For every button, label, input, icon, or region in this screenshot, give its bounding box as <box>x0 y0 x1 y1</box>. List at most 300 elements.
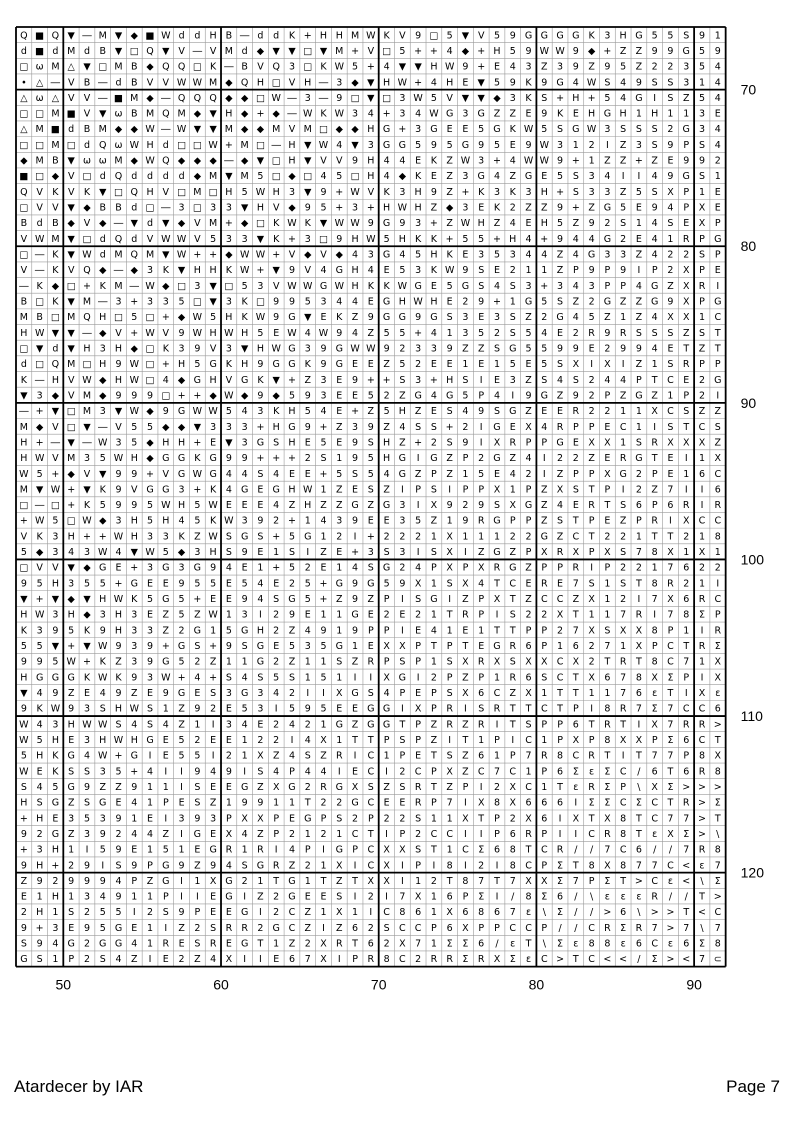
stitch-symbol: W <box>82 719 92 731</box>
stitch-symbol: 9 <box>415 312 422 324</box>
stitch-symbol: 9 <box>320 359 327 371</box>
stitch-symbol: 5 <box>194 515 201 527</box>
stitch-symbol: E <box>210 828 217 840</box>
stitch-symbol: ε <box>573 781 579 793</box>
stitch-symbol: G <box>430 594 438 606</box>
stitch-symbol: P <box>557 734 563 746</box>
stitch-symbol: 4 <box>430 625 437 637</box>
stitch-symbol: 9 <box>115 468 122 480</box>
stitch-symbol: 9 <box>604 327 611 339</box>
stitch-symbol: Z <box>430 719 438 731</box>
stitch-symbol: 8 <box>383 954 390 966</box>
stitch-symbol: 5 <box>383 578 390 590</box>
stitch-symbol: C <box>351 828 359 840</box>
stitch-symbol: 6 <box>478 750 485 762</box>
stitch-symbol: B <box>83 77 91 89</box>
stitch-symbol: K <box>131 594 138 606</box>
stitch-symbol: 7 <box>620 688 627 699</box>
stitch-symbol: Σ <box>462 954 469 966</box>
stitch-symbol: S <box>667 359 674 371</box>
stitch-symbol: S <box>430 547 437 559</box>
stitch-symbol: S <box>225 531 232 543</box>
stitch-symbol: W <box>303 108 313 120</box>
stitch-symbol: 2 <box>383 531 390 543</box>
stitch-symbol: S <box>557 124 564 136</box>
stitch-symbol: 3 <box>83 828 90 840</box>
stitch-symbol: E <box>147 609 154 621</box>
stitch-symbol: + <box>429 218 438 230</box>
stitch-symbol: 6 <box>683 734 690 746</box>
stitch-symbol: 1 <box>509 484 516 496</box>
stitch-symbol: 5 <box>36 468 43 480</box>
stitch-symbol: 8 <box>714 938 721 950</box>
stitch-symbol: G <box>445 108 454 120</box>
stitch-symbol: R <box>651 891 658 903</box>
stitch-symbol: 9 <box>478 406 485 418</box>
stitch-symbol: + <box>51 860 60 872</box>
stitch-symbol: E <box>273 578 280 590</box>
stitch-symbol: 3 <box>415 343 422 355</box>
stitch-symbol: 1 <box>446 625 453 637</box>
stitch-symbol: Z <box>194 954 201 966</box>
stitch-symbol: + <box>256 453 265 465</box>
stitch-symbol: Q <box>130 186 139 198</box>
stitch-symbol: 3 <box>52 531 59 543</box>
stitch-symbol: 4 <box>99 688 106 699</box>
stitch-symbol: > <box>713 781 722 793</box>
stitch-symbol: 5 <box>462 390 469 402</box>
stitch-symbol: K <box>273 406 280 418</box>
stitch-symbol: 3 <box>99 609 106 621</box>
stitch-symbol: 5 <box>194 578 201 590</box>
stitch-symbol: X <box>241 813 248 825</box>
stitch-symbol: 1 <box>698 77 706 89</box>
stitch-symbol: ε <box>699 860 705 872</box>
stitch-symbol: M <box>19 421 28 433</box>
stitch-symbol: 3 <box>588 186 595 198</box>
stitch-symbol: S <box>478 280 485 292</box>
stitch-symbol: B <box>131 61 138 73</box>
stitch-symbol: 1 <box>430 609 437 621</box>
stitch-symbol: 6 <box>651 766 658 778</box>
stitch-symbol: □ <box>303 171 313 183</box>
stitch-symbol: 9 <box>367 312 374 324</box>
stitch-symbol: 5 <box>478 233 485 245</box>
stitch-symbol: C <box>540 954 548 966</box>
stitch-symbol: S <box>620 547 627 559</box>
stitch-symbol: ▼ <box>99 468 107 480</box>
stitch-symbol: □ <box>319 124 329 136</box>
stitch-symbol: E <box>257 547 264 559</box>
stitch-symbol: W <box>19 468 29 480</box>
stitch-symbol: Z <box>257 891 264 903</box>
stitch-symbol: □ <box>255 92 265 104</box>
stitch-symbol: X <box>698 688 706 699</box>
stitch-symbol: Σ <box>667 672 674 684</box>
stitch-symbol: X <box>667 594 674 606</box>
stitch-symbol: V <box>367 45 375 57</box>
stitch-symbol: R <box>604 828 611 840</box>
stitch-symbol: S <box>115 860 122 872</box>
stitch-symbol: ◆ <box>51 280 60 292</box>
stitch-symbol: 2 <box>273 891 280 903</box>
stitch-symbol: S <box>620 500 627 512</box>
stitch-symbol: 3 <box>415 124 422 136</box>
stitch-symbol: P <box>415 641 421 653</box>
stitch-symbol: 3 <box>588 280 595 292</box>
stitch-symbol: C <box>714 468 722 480</box>
stitch-symbol: P <box>541 437 548 449</box>
stitch-symbol: 5 <box>667 30 674 42</box>
stitch-symbol: B <box>99 202 106 214</box>
stitch-symbol: 2 <box>683 578 690 590</box>
stitch-symbol: G <box>288 781 296 793</box>
stitch-symbol: 4 <box>115 875 122 887</box>
stitch-symbol: E <box>367 296 374 308</box>
stitch-symbol: S <box>257 468 264 480</box>
stitch-symbol: Q <box>114 171 123 183</box>
stitch-symbol: 7 <box>635 860 642 872</box>
stitch-symbol: G <box>445 390 454 402</box>
stitch-symbol: R <box>335 750 343 762</box>
stitch-symbol: Z <box>67 797 75 809</box>
stitch-symbol: 9 <box>241 594 248 606</box>
stitch-symbol: T <box>509 703 516 715</box>
stitch-symbol: 9 <box>446 500 453 512</box>
stitch-symbol: S <box>493 500 500 512</box>
stitch-symbol: V <box>304 265 311 277</box>
stitch-symbol: d <box>131 171 138 183</box>
stitch-symbol: P <box>541 625 548 637</box>
stitch-symbol: E <box>162 750 169 762</box>
stitch-symbol: 5 <box>493 30 501 42</box>
stitch-symbol: S <box>635 327 642 339</box>
stitch-symbol: d <box>273 30 280 42</box>
stitch-symbol: E <box>478 641 485 653</box>
stitch-symbol: I <box>716 390 720 402</box>
stitch-symbol: E <box>493 265 500 277</box>
stitch-symbol: 4 <box>399 421 406 433</box>
stitch-symbol: 4 <box>415 562 422 574</box>
stitch-symbol: 2 <box>525 468 532 480</box>
stitch-symbol: K <box>320 108 327 120</box>
stitch-symbol: 1 <box>698 531 706 543</box>
stitch-symbol: Q <box>162 155 170 167</box>
stitch-symbol: 3 <box>147 265 154 277</box>
stitch-symbol: I <box>400 703 404 715</box>
stitch-symbol: 9 <box>651 45 658 57</box>
stitch-symbol: S <box>698 171 706 183</box>
stitch-symbol: > <box>698 828 706 840</box>
stitch-symbol: 1 <box>320 484 327 496</box>
stitch-symbol: V <box>67 186 75 198</box>
stitch-symbol: 9 <box>115 390 122 402</box>
stitch-symbol: I <box>148 954 152 966</box>
stitch-symbol: 8 <box>714 766 721 778</box>
stitch-symbol: 2 <box>620 233 627 245</box>
stitch-symbol: 7 <box>478 875 485 887</box>
stitch-symbol: B <box>131 108 138 120</box>
stitch-symbol: G <box>99 938 107 950</box>
stitch-symbol: 4 <box>557 500 564 512</box>
stitch-symbol: R <box>446 703 453 715</box>
stitch-symbol: Z <box>178 922 185 934</box>
stitch-symbol: 1 <box>446 844 453 856</box>
stitch-symbol: ε <box>525 907 532 919</box>
stitch-symbol: P <box>462 484 469 496</box>
stitch-symbol: T <box>557 688 563 699</box>
stitch-symbol: □ <box>19 139 29 151</box>
stitch-symbol: 2 <box>304 453 311 465</box>
stitch-symbol: I <box>180 828 183 840</box>
stitch-symbol: G <box>556 437 564 449</box>
stitch-symbol: 1 <box>320 656 327 668</box>
stitch-symbol: 3 <box>415 218 422 230</box>
stitch-symbol: / <box>653 844 657 856</box>
stitch-symbol: 2 <box>667 265 674 277</box>
stitch-symbol: S <box>399 656 406 668</box>
stitch-symbol: S <box>478 265 485 277</box>
stitch-symbol: 9 <box>462 61 469 73</box>
stitch-symbol: ε <box>636 891 642 903</box>
stitch-symbol: C <box>414 922 422 934</box>
stitch-symbol: 6 <box>509 828 516 840</box>
stitch-symbol: 4 <box>320 406 327 418</box>
stitch-symbol: 9 <box>115 359 122 371</box>
stitch-symbol: S <box>352 468 359 480</box>
stitch-symbol: S <box>83 797 90 809</box>
stitch-symbol: □ <box>145 202 155 214</box>
stitch-symbol: □ <box>255 139 265 151</box>
stitch-symbol: V <box>146 77 154 89</box>
stitch-symbol: W <box>255 249 266 261</box>
stitch-symbol: P <box>415 656 421 668</box>
stitch-symbol: □ <box>161 390 171 402</box>
stitch-symbol: 7 <box>683 813 690 825</box>
stitch-symbol: ◆ <box>83 202 91 214</box>
stitch-symbol: P <box>588 547 595 559</box>
stitch-symbol: E <box>635 202 642 214</box>
stitch-symbol: 4 <box>541 327 548 339</box>
stitch-symbol: 7 <box>572 875 579 887</box>
stitch-symbol: 9 <box>320 343 327 355</box>
stitch-symbol: Z <box>462 719 469 731</box>
stitch-symbol: ε <box>589 766 595 778</box>
stitch-symbol: ◆ <box>20 155 28 167</box>
stitch-symbol: ▼ <box>67 562 75 574</box>
stitch-symbol: R <box>588 781 595 793</box>
stitch-symbol: P <box>541 828 548 840</box>
stitch-symbol: ▼ <box>319 218 328 230</box>
stitch-symbol: G <box>240 531 249 543</box>
stitch-symbol: 3 <box>320 374 327 386</box>
stitch-symbol: ▼ <box>193 421 202 433</box>
stitch-symbol: G <box>67 781 75 793</box>
stitch-symbol: C <box>667 656 674 668</box>
stitch-symbol: 9 <box>20 860 27 872</box>
stitch-symbol: 2 <box>83 938 90 950</box>
stitch-symbol: E <box>478 312 485 324</box>
row-label: 100 <box>740 551 765 568</box>
stitch-symbol: 3 <box>115 515 122 527</box>
stitch-symbol: ◆ <box>225 249 233 261</box>
stitch-symbol: X <box>572 813 580 825</box>
stitch-symbol: S <box>367 484 374 496</box>
stitch-symbol: Z <box>446 218 453 230</box>
stitch-symbol: G <box>193 374 202 386</box>
stitch-symbol: 1 <box>304 515 311 527</box>
stitch-symbol: / <box>495 938 499 950</box>
stitch-symbol: 3 <box>683 61 690 73</box>
stitch-symbol: V <box>131 484 138 496</box>
stitch-symbol: 1 <box>194 875 201 887</box>
stitch-symbol: 3 <box>352 421 359 433</box>
stitch-symbol: R <box>588 750 595 762</box>
stitch-symbol: E <box>667 453 674 465</box>
stitch-symbol: ω <box>35 92 44 104</box>
stitch-symbol: T <box>557 703 563 715</box>
stitch-symbol: M <box>51 61 60 73</box>
stitch-symbol: T <box>620 875 627 887</box>
stitch-symbol: P <box>699 296 705 308</box>
stitch-symbol: W <box>113 594 124 606</box>
stitch-symbol: K <box>52 186 59 198</box>
stitch-symbol: 1 <box>320 531 327 543</box>
stitch-symbol: C <box>714 515 722 527</box>
stitch-symbol: H <box>256 625 265 637</box>
stitch-symbol: 4 <box>651 233 658 245</box>
stitch-symbol: 6 <box>557 766 564 778</box>
stitch-symbol: Z <box>541 500 548 512</box>
stitch-symbol: 5 <box>541 296 548 308</box>
stitch-symbol: ― <box>34 374 45 386</box>
stitch-symbol: Z <box>367 594 375 606</box>
stitch-symbol: 5 <box>147 500 154 512</box>
stitch-symbol: G <box>540 531 548 543</box>
stitch-symbol: Z <box>272 750 280 762</box>
stitch-symbol: E <box>257 484 264 496</box>
stitch-symbol: G <box>272 359 280 371</box>
stitch-symbol: 7 <box>667 703 674 715</box>
stitch-symbol: I <box>290 734 294 746</box>
stitch-symbol: S <box>541 92 548 104</box>
stitch-symbol: I <box>621 484 625 496</box>
stitch-symbol: P <box>604 484 611 496</box>
stitch-symbol: H <box>225 312 233 324</box>
stitch-symbol: P <box>162 891 169 903</box>
stitch-symbol: ▼ <box>304 139 312 151</box>
stitch-symbol: \ <box>716 828 720 840</box>
stitch-symbol: X <box>651 406 658 418</box>
stitch-symbol: ▼ <box>114 45 123 57</box>
stitch-symbol: + <box>556 186 565 198</box>
stitch-symbol: 2 <box>588 374 595 386</box>
stitch-symbol: 9 <box>162 688 169 699</box>
stitch-symbol: 3 <box>99 813 106 825</box>
stitch-symbol: P <box>714 609 721 621</box>
stitch-symbol: + <box>51 468 60 480</box>
stitch-symbol: G <box>430 124 438 136</box>
stitch-symbol: 2 <box>241 875 248 887</box>
stitch-symbol: G <box>367 703 375 715</box>
stitch-symbol: X <box>525 813 532 825</box>
stitch-symbol: 9 <box>257 515 264 527</box>
stitch-symbol: 2 <box>288 688 295 699</box>
stitch-symbol: K <box>52 249 59 261</box>
stitch-symbol: G <box>603 202 612 214</box>
stitch-symbol: 5 <box>178 734 185 746</box>
stitch-symbol: Z <box>194 531 201 543</box>
stitch-symbol: K <box>162 265 169 277</box>
stitch-symbol: E <box>320 562 327 574</box>
stitch-symbol: ◆ <box>209 390 217 402</box>
stitch-symbol: 1 <box>383 750 390 762</box>
stitch-symbol: T <box>494 625 500 637</box>
stitch-symbol: 3 <box>241 515 248 527</box>
stitch-symbol: ◆ <box>130 155 138 167</box>
stitch-symbol: I <box>416 547 420 559</box>
stitch-symbol: 3 <box>257 703 264 715</box>
stitch-symbol: 1 <box>68 891 75 903</box>
stitch-symbol: ◆ <box>36 547 44 559</box>
stitch-symbol: ◆ <box>493 92 501 104</box>
stitch-symbol: E <box>604 421 611 433</box>
stitch-symbol: 2 <box>320 828 327 840</box>
stitch-symbol: K <box>83 500 91 512</box>
stitch-symbol: Z <box>367 406 375 418</box>
stitch-symbol: 9 <box>36 875 43 887</box>
stitch-symbol: 9 <box>399 218 406 230</box>
stitch-symbol: 4 <box>714 61 721 73</box>
stitch-symbol: V <box>36 562 43 574</box>
stitch-symbol: 3 <box>462 202 469 214</box>
stitch-symbol: Z <box>383 421 390 433</box>
stitch-symbol: / <box>684 891 688 903</box>
stitch-symbol: X <box>667 437 674 449</box>
stitch-symbol: < <box>603 954 612 966</box>
stitch-symbol: Z <box>99 781 106 793</box>
stitch-symbol: 8 <box>525 891 532 903</box>
stitch-symbol: E <box>115 562 122 574</box>
stitch-symbol: + <box>82 656 91 668</box>
stitch-symbol: △ <box>36 77 44 89</box>
stitch-symbol: P <box>462 453 469 465</box>
stitch-symbol: 4 <box>131 828 138 840</box>
stitch-symbol: C <box>525 734 532 746</box>
stitch-symbol: ▼ <box>272 45 280 57</box>
stitch-symbol: ▼ <box>367 77 375 89</box>
stitch-symbol: ω <box>98 155 107 167</box>
stitch-symbol: 9 <box>83 781 90 793</box>
stitch-symbol: I <box>700 500 704 512</box>
stitch-symbol: P <box>541 860 548 872</box>
stitch-symbol: 4 <box>572 312 579 324</box>
stitch-symbol: 3 <box>604 124 611 136</box>
stitch-symbol: H <box>51 374 59 386</box>
stitch-symbol: C <box>462 844 469 856</box>
stitch-symbol: Z <box>604 312 611 324</box>
stitch-symbol: X <box>667 828 674 840</box>
stitch-symbol: 7 <box>683 656 690 668</box>
stitch-symbol: 5 <box>478 468 485 480</box>
stitch-symbol: T <box>667 797 674 809</box>
stitch-symbol: G <box>51 797 60 809</box>
stitch-symbol: 5 <box>147 421 154 433</box>
stitch-symbol: ▼ <box>414 61 422 73</box>
stitch-symbol: G <box>209 359 217 371</box>
stitch-symbol: E <box>572 108 579 120</box>
stitch-symbol: d <box>68 124 75 136</box>
